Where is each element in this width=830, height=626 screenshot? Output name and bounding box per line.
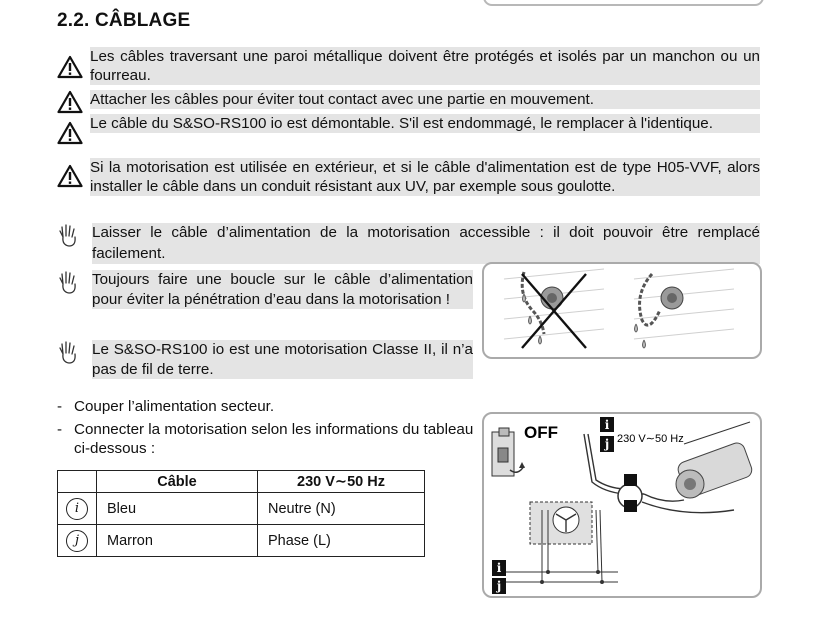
note-text: Le S&SO-RS100 io est une motorisation Classe II, il n’a pas de fil de terre.	[92, 341, 473, 378]
table-row	[58, 525, 425, 557]
list-dash: -	[57, 421, 63, 438]
step-text: Connecter la motorisation selon les informations du tableau ci-dessous :	[74, 421, 474, 457]
hand-icon	[57, 270, 81, 296]
note-text: Laisser le câble d’alimentation de la motorisation accessible : il doit pouvoir être remplacé facilement.	[92, 223, 760, 264]
table-cell-cable: Marron	[97, 525, 258, 557]
table-cell-mark	[58, 525, 97, 557]
table-cell-cable: Bleu	[97, 493, 258, 525]
table-row	[58, 493, 425, 525]
table-header-empty	[58, 471, 97, 493]
wiring-diagram	[482, 412, 762, 598]
warning-triangle-icon	[57, 121, 83, 145]
cable-loop-illustration	[482, 262, 762, 359]
hand-icon	[57, 340, 81, 366]
terminal-mark: j	[66, 530, 88, 552]
warning-text: Si la motorisation est utilisée en extérieur, et si le câble d'alimentation est de type H05-VVF, alors installer le câble dans un conduit résistant aux UV, par exemple sous goulotte.	[90, 159, 760, 195]
wiring-table	[57, 470, 425, 557]
supply-label: 230 V∼50 Hz	[617, 433, 684, 445]
hand-icon	[57, 223, 81, 249]
note-text: Toujours faire une boucle sur le câble d’alimentation pour éviter la pénétration d’eau dans la motorisation !	[92, 271, 473, 308]
terminal-mark: i	[66, 498, 88, 520]
terminal-i-label: i	[496, 561, 502, 575]
table-cell-value: Phase (L)	[258, 525, 425, 557]
warning-text: Attacher les câbles pour éviter tout contact avec une partie en mouvement.	[90, 90, 760, 109]
warning-text: Les câbles traversant une paroi métallique doivent être protégés et isolés par un manchon ou un fourreau.	[90, 48, 760, 84]
off-label: OFF	[524, 423, 558, 442]
warning-triangle-icon	[57, 164, 83, 188]
cable-loop-drawing	[484, 264, 760, 357]
step-text: Couper l’alimentation secteur.	[74, 398, 275, 415]
previous-figure-frame	[483, 0, 764, 6]
table-header-supply: 230 V∼50 Hz	[258, 471, 425, 493]
terminal-j-label: j	[604, 437, 610, 451]
table-cell-value: Neutre (N)	[258, 493, 425, 525]
warning-text: Le câble du S&SO-RS100 io est démontable. S'il est endommagé, le remplacer à l'identique.	[90, 114, 760, 133]
table-cell-mark	[58, 493, 97, 525]
terminal-i-label: i	[604, 418, 610, 432]
section-title: 2.2. CÂBLAGE	[57, 10, 191, 31]
wiring-drawing	[484, 414, 760, 596]
warning-triangle-icon	[57, 90, 83, 114]
table-header-cable: Câble	[97, 471, 258, 493]
terminal-j-label: j	[496, 579, 502, 593]
warning-triangle-icon	[57, 55, 83, 79]
list-dash: -	[57, 398, 63, 415]
table-header-row	[58, 471, 425, 493]
